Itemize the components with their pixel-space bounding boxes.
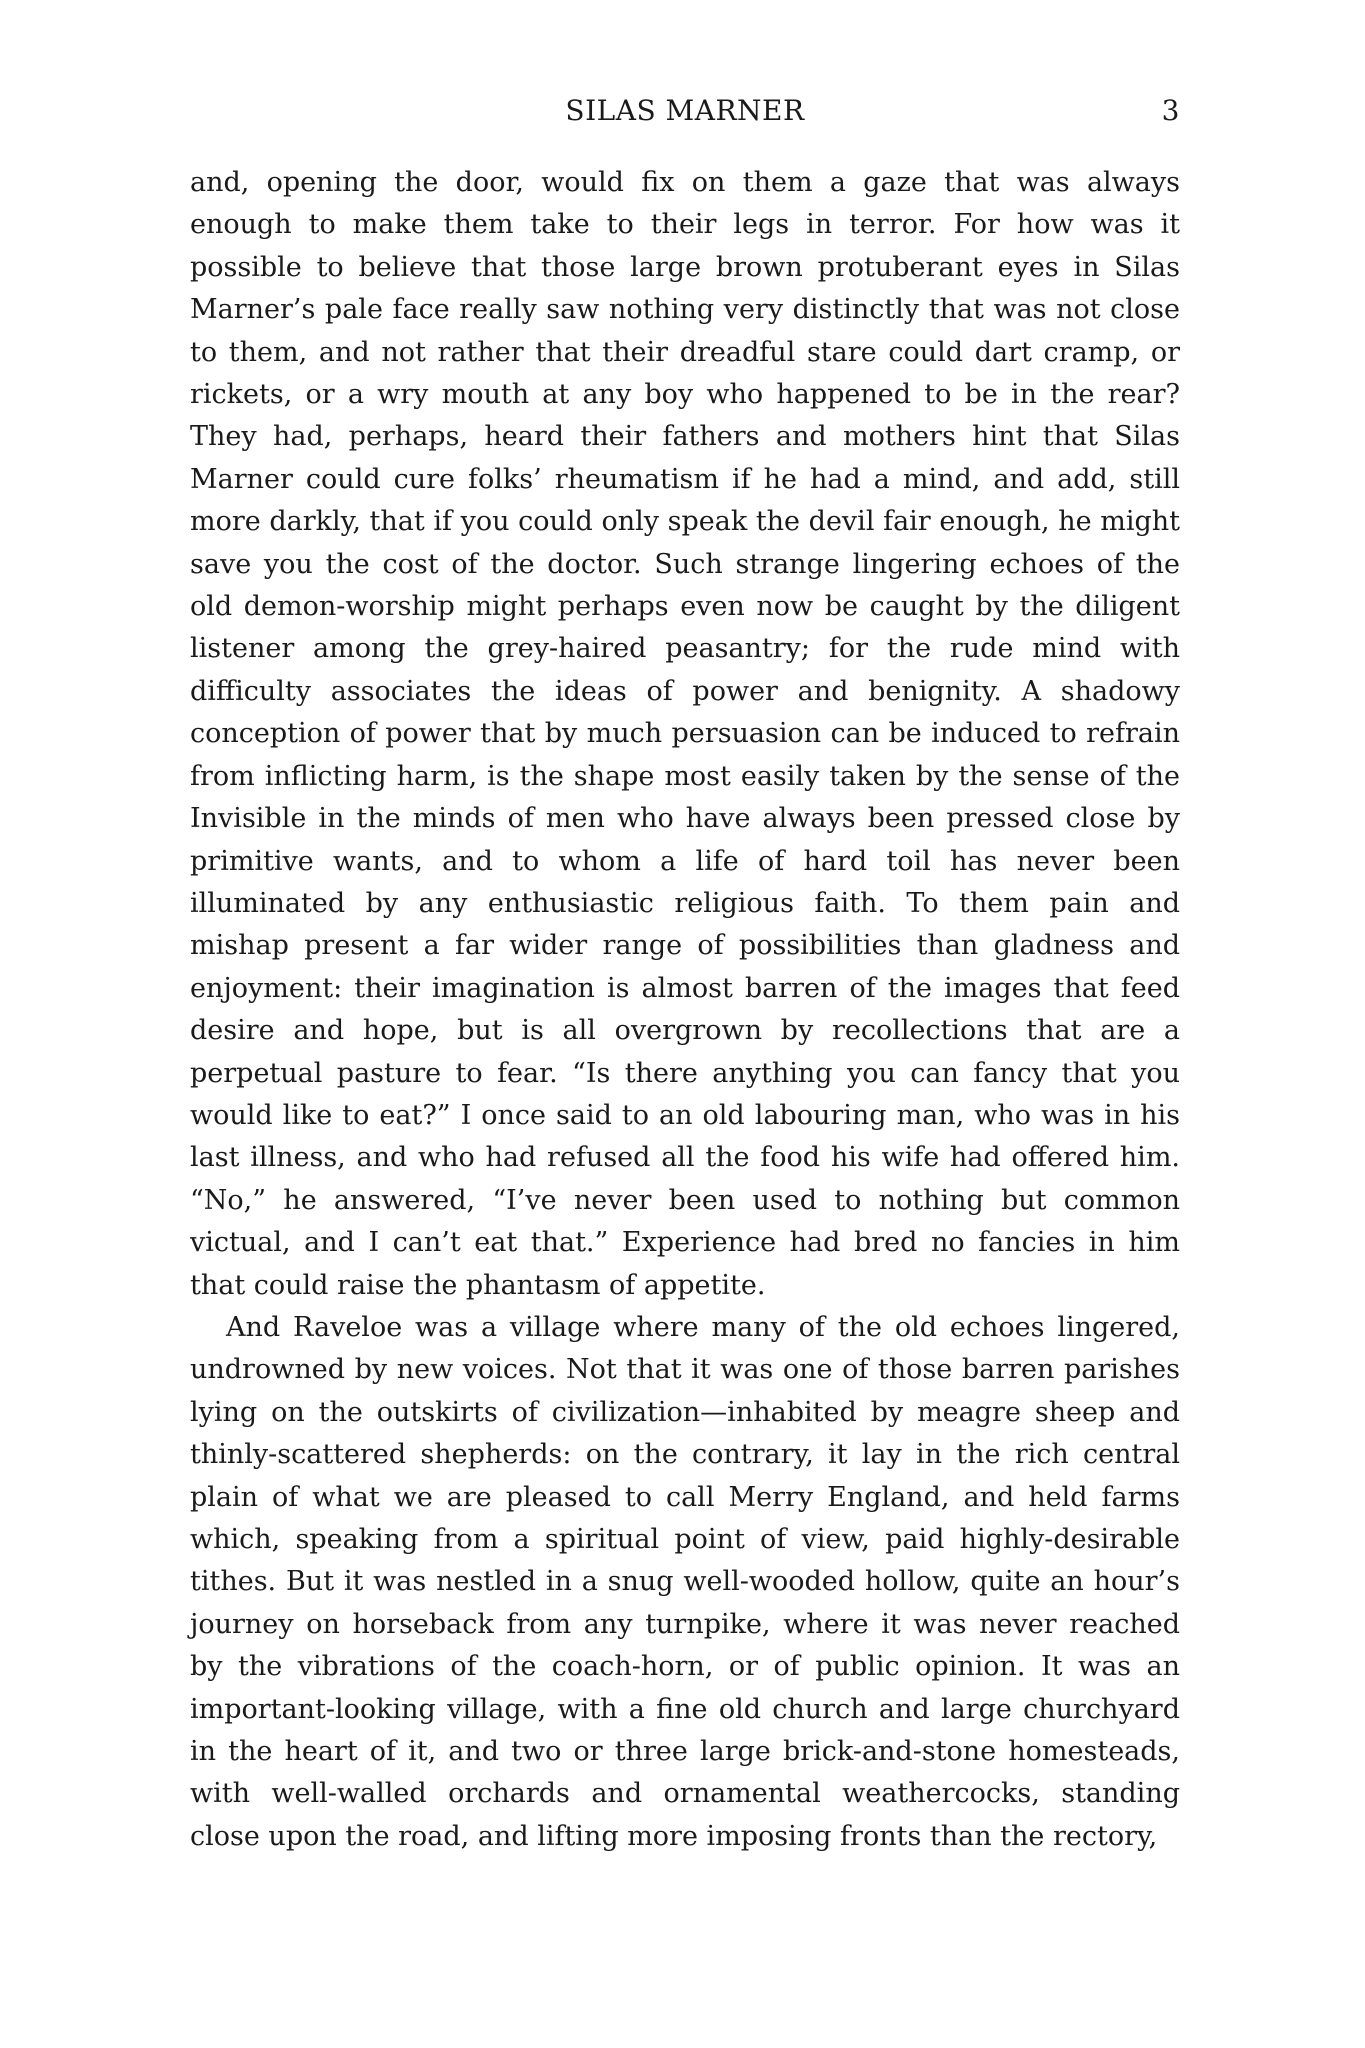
body-text <box>190 162 1180 1858</box>
page-number: 3 <box>1161 94 1180 127</box>
running-title: SILAS MARNER <box>565 94 805 127</box>
paragraph-2: And Raveloe was a village where many of the old echoes lingered, undrowned by new voices. Not that it was one of those barren parishes lying on the outskirts of civilization—inhabited by meagre sheep and thinly-scattered shepherds: on the contrary, it lay in the rich central plain of what we are pleased to call Merry England, and held farms which, speaking from a spiritual point of view, paid highly-desirable tithes. But it was nestled in a snug well-wooded hollow, quite an hour’s journey on horseback from any turnpike, where it was never reached by the vibrations of the coach-horn, or of public opinion. It was an important-looking village, with a fine old church and large churchyard in the heart of it, and two or three large brick-and-stone homesteads, with well-walled orchards and ornamental weathercocks, standing close upon the road, and lifting more imposing fronts than the rectory, <box>190 1311 1180 1852</box>
paragraph-1: and, opening the door, would fix on them a gaze that was always enough to make them take to their legs in terror. For how was it possible to believe that those large brown protuberant eyes in Silas Marner’s pale face really saw nothing very distinctly that was not close to them, and not rather that their dreadful stare could dart cramp, or rickets, or a wry mouth at any boy who happened to be in the rear? They had, perhaps, heard their fathers and mothers hint that Silas Marner could cure folks’ rheumatism if he had a mind, and add, still more darkly, that if you could only speak the devil fair enough, he might save you the cost of the doctor. Such strange lingering echoes of the old demon-worship might perhaps even now be caught by the diligent listener among the grey-haired peasantry; for the rude mind with difficulty associates the ideas of power and benignity. A shadowy conception of power that by much persuasion can be induced to refrain from inflicting harm, is the shape most easily taken by the sense of the Invisible in the minds of men who have always been pressed close by primitive wants, and to whom a life of hard toil has never been illuminated by any enthusiastic religious faith. To them pain and mishap present a far wider range of possibilities than gladness and enjoyment: their imagination is almost barren of the images that feed desire and hope, but is all overgrown by recollections that are a perpetual pasture to fear. “Is there anything you can fancy that you would like to eat?” I once said to an old labouring man, who was in his last illness, and who had refused all the food his wife had offered him. “No,” he answered, “I’ve never been used to nothing but common victual, and I can’t eat that.” Experience had bred no fancies in him that could raise the phantasm of appetite. <box>190 167 1180 1301</box>
running-head <box>190 94 1180 138</box>
